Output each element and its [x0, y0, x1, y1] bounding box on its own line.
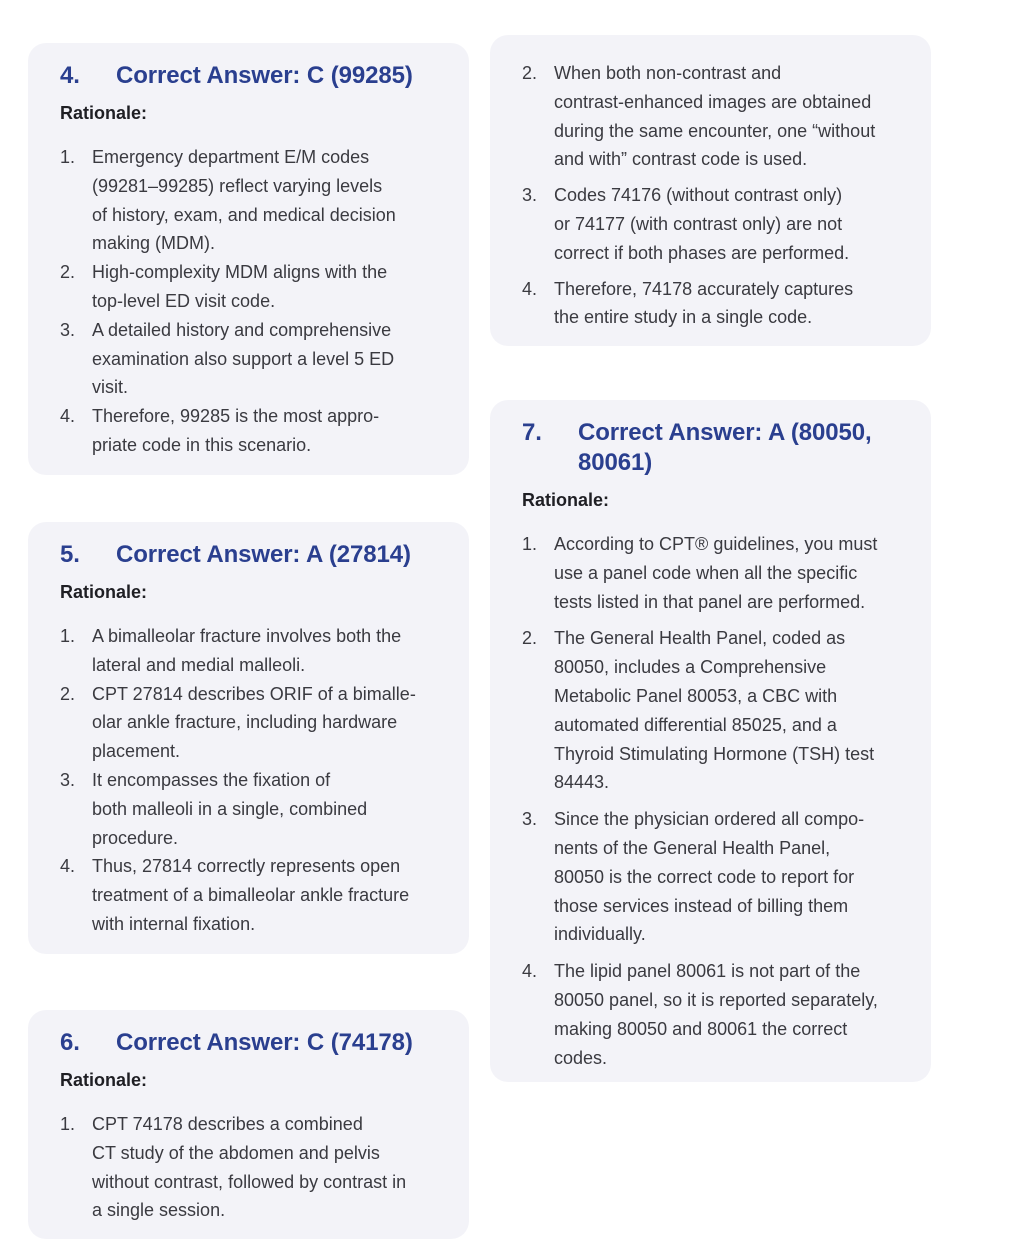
rationale-item: 2. CPT 27814 describes ORIF of a bimalle- olar ankle fracture, including hardware placement. [60, 683, 416, 762]
rationale-item: 2. When both non-contrast and contrast-enhanced images are obtained during the same encounter, one “without and with” contrast code is used. [522, 63, 876, 170]
question-number: 4. [60, 62, 80, 89]
correct-answer-title: Correct Answer: C (74178) [116, 1029, 413, 1056]
rationale-item: 3. It encompasses the fixation of both malleoli in a single, combined procedure. [60, 769, 368, 848]
rationale-list [522, 59, 899, 332]
rationale-label: Rationale: [522, 490, 610, 510]
answer-heading [60, 1028, 437, 1058]
rationale-list [522, 530, 899, 1072]
rationale-item: 2. The General Health Panel, coded as 80050, includes a Comprehensive Metabolic Panel 80053, a CBC with automated differential 85025, and a Thyroid Stimulating Hormone (TSH) test 84443. [522, 628, 875, 793]
answer-heading [60, 61, 437, 91]
rationale-item: 1. Emergency department E/M codes (99281–99285) reflect varying levels of history, exam, and medical decision making (MDM). [60, 147, 396, 254]
rationale-label: Rationale: [60, 1070, 148, 1090]
correct-answer-title: Correct Answer: A (80050, 80061) [578, 419, 872, 476]
answer-card-7 [490, 400, 931, 1082]
rationale-item: 4. Thus, 27814 correctly represents open treatment of a bimalleolar ankle fracture with internal fixation. [60, 856, 410, 934]
rationale-list [60, 1110, 437, 1225]
question-number: 6. [60, 1029, 80, 1056]
question-number: 5. [60, 541, 80, 568]
correct-answer-title: Correct Answer: A (27814) [116, 541, 411, 568]
rationale-list [60, 622, 437, 939]
rationale-item: 4. Therefore, 99285 is the most appro- priate code in this scenario. [60, 406, 380, 455]
rationale-list [60, 143, 437, 460]
rationale-item: 4. Therefore, 74178 accurately captures the entire study in a single code. [522, 278, 854, 328]
answer-card-6-continued [490, 35, 931, 346]
rationale-label: Rationale: [60, 103, 148, 123]
answer-heading [522, 418, 899, 478]
rationale-item: 2. High-complexity MDM aligns with the top-level ED visit code. [60, 262, 388, 311]
question-number: 7. [522, 419, 542, 446]
rationale-item: 1. According to CPT® guidelines, you must use a panel code when all the specific tests listed in that panel are performed. [522, 534, 878, 612]
answer-card-6 [28, 1010, 469, 1239]
correct-answer-title: Correct Answer: C (99285) [116, 62, 413, 89]
rationale-item: 1. A bimalleolar fracture involves both the lateral and medial malleoli. [60, 626, 402, 675]
answer-card-4 [28, 43, 469, 475]
rationale-item: 3. A detailed history and comprehensive examination also support a level 5 ED visit. [60, 319, 395, 398]
rationale-item: 1. CPT 74178 describes a combined CT study of the abdomen and pelvis without contrast, followed by contrast in a single session. [60, 1114, 407, 1221]
rationale-item: 3. Since the physician ordered all compo- nents of the General Health Panel, 80050 is the correct code to report for those services instead of billing them individually. [522, 809, 865, 945]
answer-heading [60, 540, 437, 570]
answer-card-5 [28, 522, 469, 954]
rationale-item: 3. Codes 74176 (without contrast only) or 74177 (with contrast only) are not correct if both phases are performed. [522, 185, 850, 263]
rationale-label: Rationale: [60, 582, 148, 602]
rationale-item: 4. The lipid panel 80061 is not part of the 80050 panel, so it is reported separately, making 80050 and 80061 the correct codes. [522, 961, 878, 1068]
